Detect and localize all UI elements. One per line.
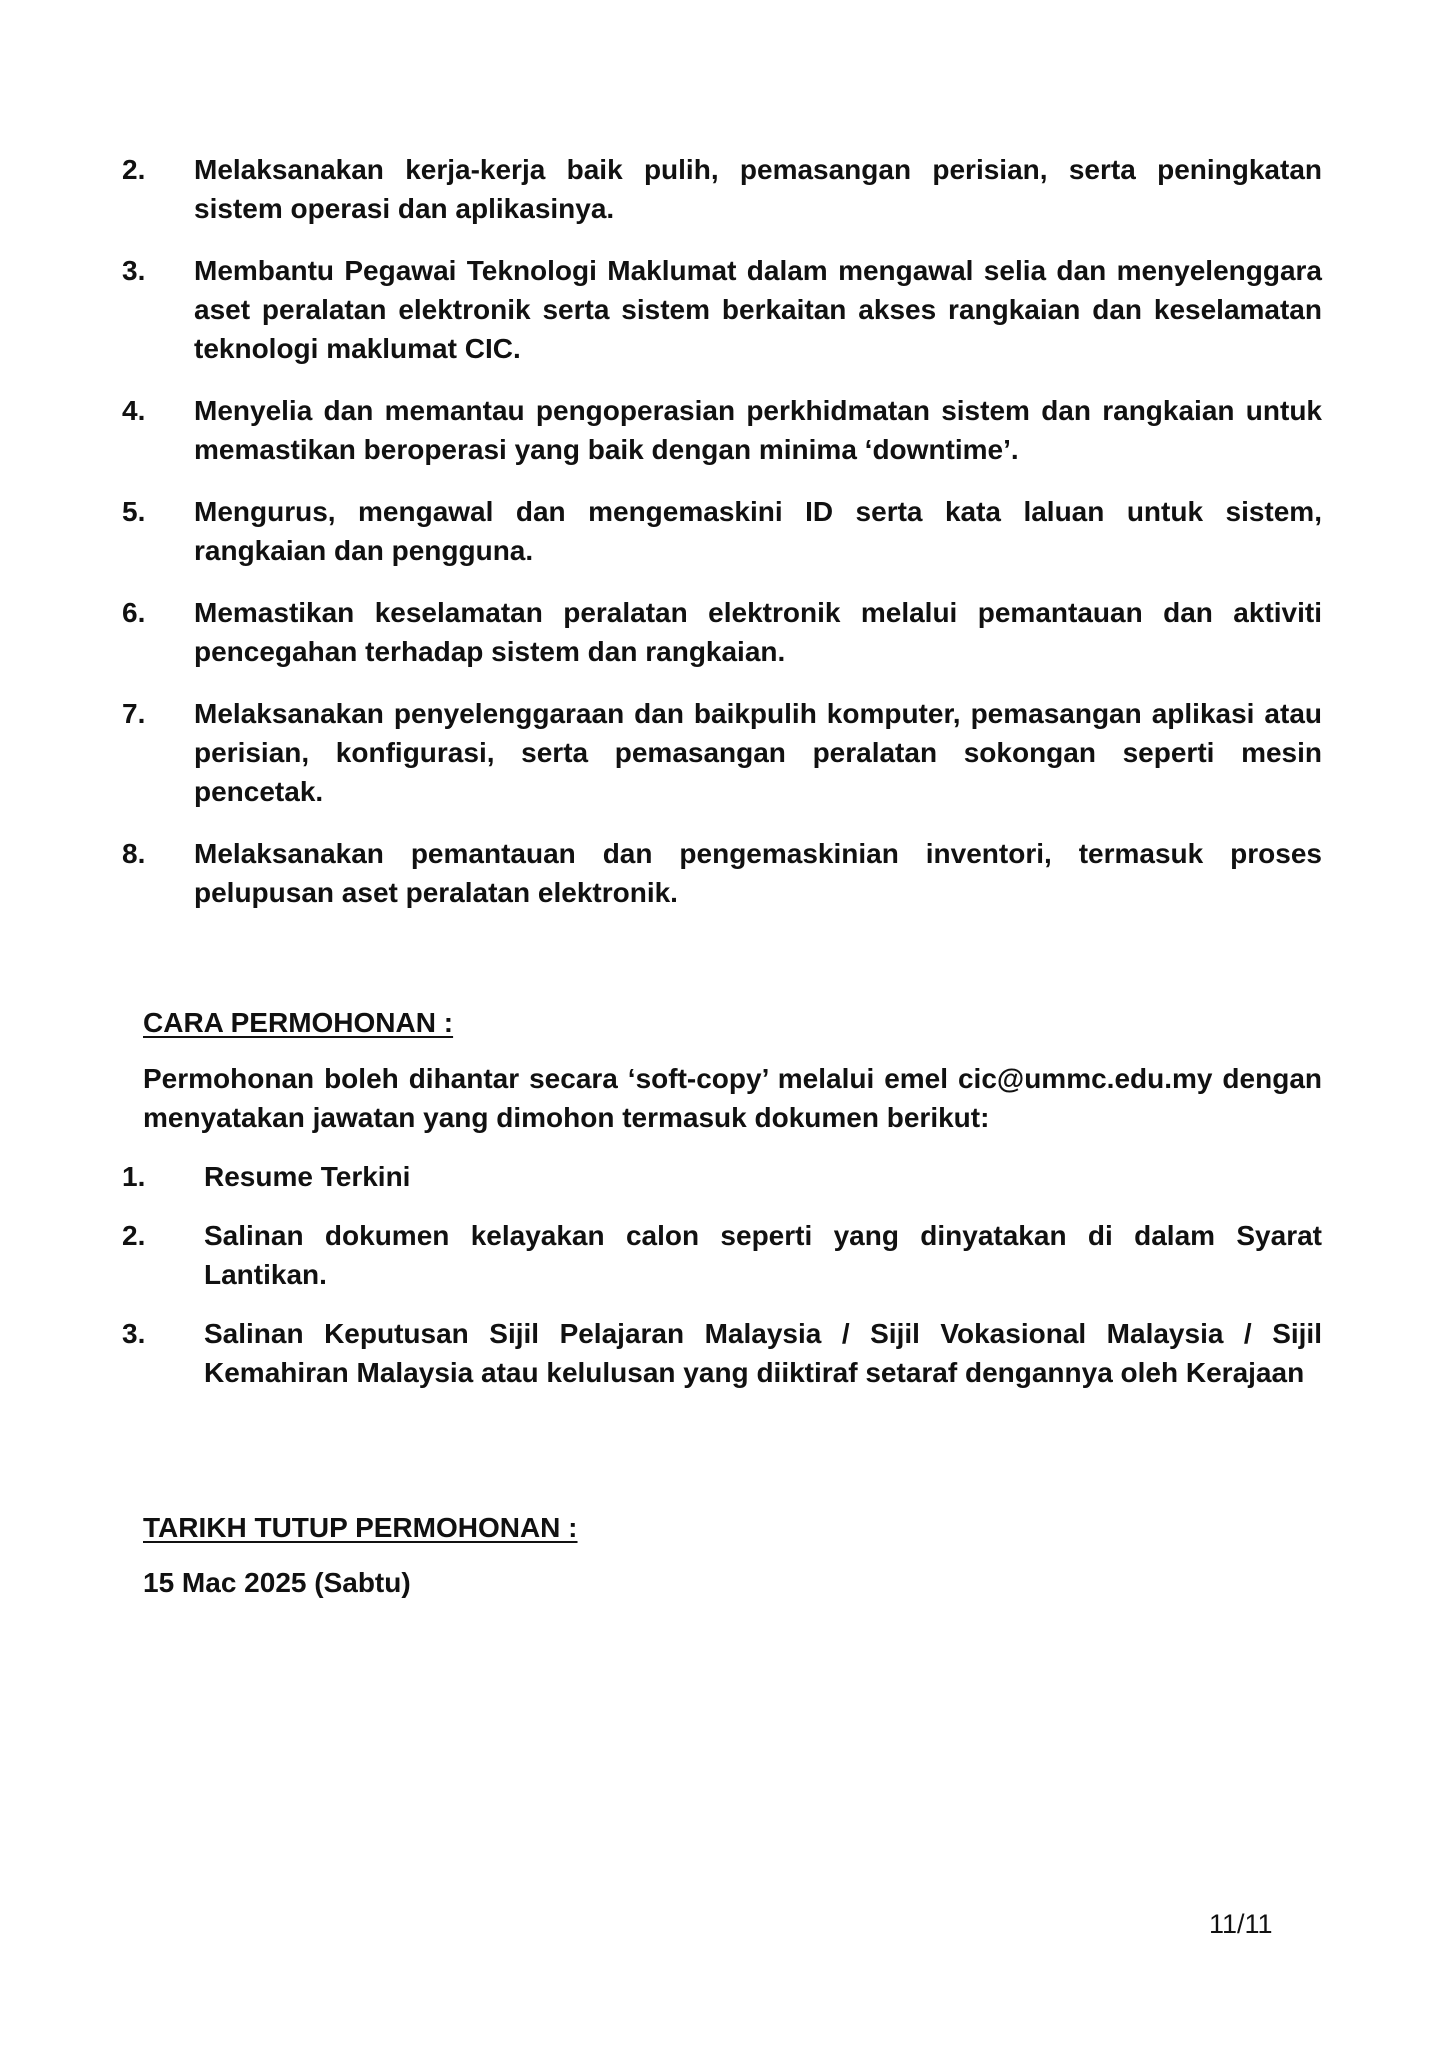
document-item xyxy=(122,1216,1322,1294)
closing-date: 15 Mac 2025 (Sabtu) xyxy=(143,1567,411,1598)
list-number: 4. xyxy=(122,395,146,426)
list-number: 3. xyxy=(122,1318,146,1349)
list-number: 5. xyxy=(122,496,146,527)
duty-text: Melaksanakan penyelenggaraan dan baikpulih komputer, pemasangan aplikasi atau perisian, konfigurasi, serta pemasangan peralatan sokongan seperti mesin pencetak. xyxy=(194,698,1322,807)
duty-item xyxy=(122,150,1322,228)
list-number: 2. xyxy=(122,1220,146,1251)
document-item xyxy=(122,1314,1322,1392)
list-number: 3. xyxy=(122,255,146,286)
list-number: 8. xyxy=(122,838,146,869)
duty-text: Melaksanakan kerja-kerja baik pulih, pemasangan perisian, serta peningkatan sistem operasi dan aplikasinya. xyxy=(194,154,1322,224)
duty-item xyxy=(122,492,1322,570)
list-number: 7. xyxy=(122,698,146,729)
duty-text: Melaksanakan pemantauan dan pengemaskinian inventori, termasuk proses pelupusan aset peralatan elektronik. xyxy=(194,838,1322,908)
list-number: 6. xyxy=(122,597,146,628)
document-item xyxy=(122,1157,1322,1196)
required-documents-list xyxy=(122,1157,1322,1412)
document-text: Salinan dokumen kelayakan calon seperti yang dinyatakan di dalam Syarat Lantikan. xyxy=(204,1220,1322,1290)
duty-item xyxy=(122,251,1322,368)
duty-text: Memastikan keselamatan peralatan elektronik melalui pemantauan dan aktiviti pencegahan terhadap sistem dan rangkaian. xyxy=(194,597,1322,667)
duty-text: Membantu Pegawai Teknologi Maklumat dalam mengawal selia dan menyelenggara aset peralatan elektronik serta sistem berkaitan akses rangkaian dan keselamatan teknologi maklumat CIC. xyxy=(194,255,1322,364)
duty-item xyxy=(122,834,1322,912)
application-heading: CARA PERMOHONAN : xyxy=(143,1007,454,1038)
list-number: 2. xyxy=(122,154,146,185)
duty-text: Menyelia dan memantau pengoperasian perkhidmatan sistem dan rangkaian untuk memastikan beroperasi yang baik dengan minima ‘downtime’. xyxy=(194,395,1322,465)
duties-list xyxy=(122,150,1322,935)
document-text: Resume Terkini xyxy=(204,1161,411,1192)
application-intro: Permohonan boleh dihantar secara ‘soft-copy’ melalui emel cic@ummc.edu.my dengan menyatakan jawatan yang dimohon termasuk dokumen berikut: xyxy=(143,1063,1322,1133)
closing-date-heading: TARIKH TUTUP PERMOHONAN : xyxy=(143,1512,578,1543)
page-number: 11/11 xyxy=(1209,1909,1273,1939)
list-number: 1. xyxy=(122,1161,146,1192)
duty-text: Mengurus, mengawal dan mengemaskini ID serta kata laluan untuk sistem, rangkaian dan pengguna. xyxy=(194,496,1322,566)
duty-item xyxy=(122,694,1322,811)
duty-item xyxy=(122,593,1322,671)
document-text: Salinan Keputusan Sijil Pelajaran Malaysia / Sijil Vokasional Malaysia / Sijil Kemahiran Malaysia atau kelulusan yang diiktiraf setaraf dengannya oleh Kerajaan xyxy=(204,1318,1322,1388)
duty-item xyxy=(122,391,1322,469)
